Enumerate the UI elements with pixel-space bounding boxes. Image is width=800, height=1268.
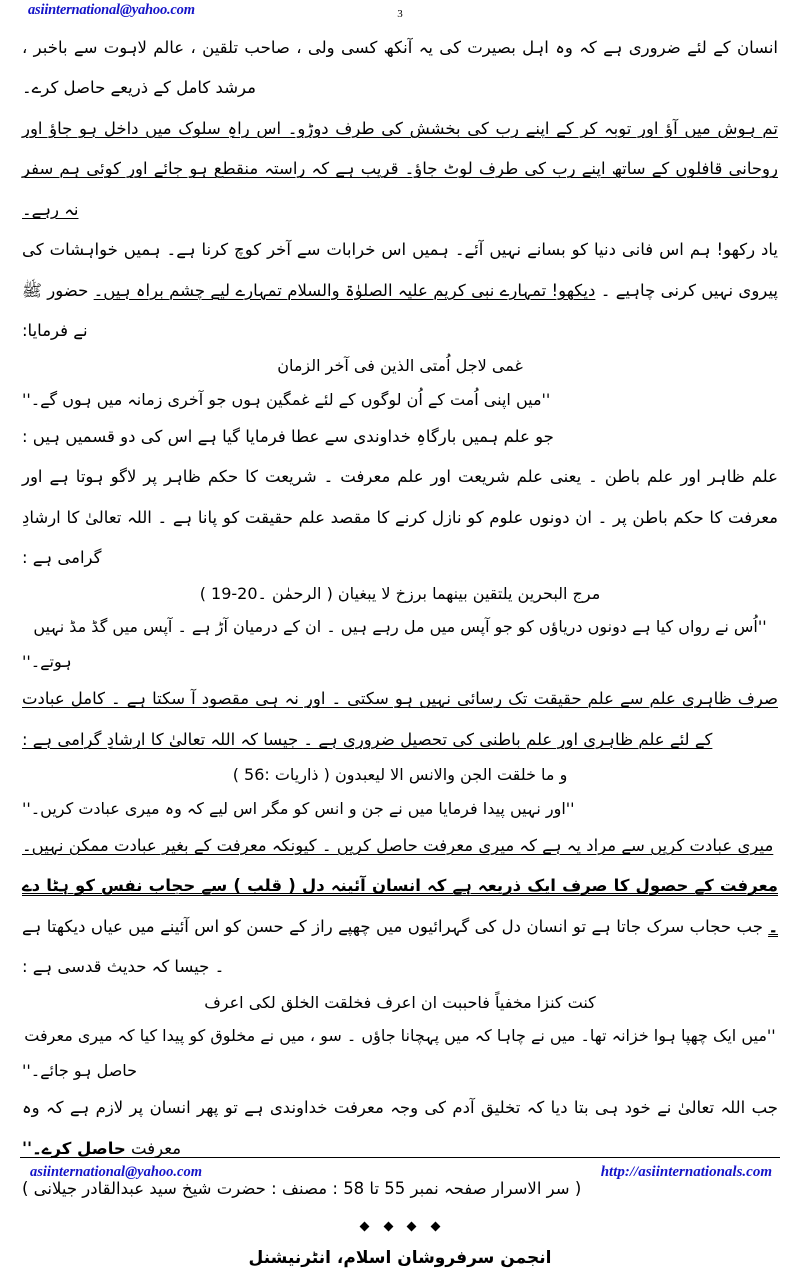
paragraph-3-part-c: حضور ﷺ نے فرمایا: [22, 280, 94, 340]
organisation-name: انجمن سرفروشان اسلام، انٹرنیشنل [248, 1247, 552, 1268]
paragraph-9-bold-tail: حاصل کرے۔'' [22, 1138, 126, 1158]
decorative-divider [22, 1220, 778, 1234]
diamond-bullet-icon [384, 1222, 393, 1231]
page-footer [0, 1162, 800, 1192]
paragraph-1: انسان کے لئے ضروری ہے کہ وہ اہل بصیرت کی یہ آنکھ کسی ولی ، صاحب تلقین ، عالم لاہوت سے باخبر ، مرشد کامل کے ذریعے حاصل کرے۔ [22, 38, 778, 98]
diamond-bullet-icon [407, 1222, 416, 1231]
document-body [22, 28, 778, 1268]
paragraph-3 [22, 230, 778, 351]
quran-2-reference: 56 [244, 765, 265, 785]
quran-2-verse [22, 760, 778, 790]
paragraph-8-tail: جب حجاب سرک جاتا ہے تو انسان دل کی گہرائیوں میں چھپے راز کے حسن کو اس آئینے میں عیاں دیکھتا ہے ۔ جیسا کہ حدیث قدسی ہے : [22, 916, 769, 977]
paragraph-6-underlined: صرف ظاہری علم سے علم حقیقت تک رسائی نہیں ہو سکتی ۔ اور نہ ہی مقصود آ سکتا ہے ۔ کامل عبادت کے لئے علم ظاہری اور علم باطنی کی تحصیل ضروری ہے ۔ [22, 689, 778, 749]
diamond-bullet-icon [360, 1222, 369, 1231]
hadith-1-translation: ''میں اپنی اُمت کے اُن لوگوں کے لئے غمگین ہوں جو آخری زمانہ میں ہوں گے۔'' [22, 389, 551, 409]
page-header [0, 0, 800, 30]
footer-divider [20, 1157, 780, 1158]
paragraph-3-part-a: یاد رکھو! ہم اس فانی دنیا کو بسانے نہیں آئے۔ ہمیں اس خرابات سے آخر کوچ کرنا ہے۔ ہمیں خواہشات کی پیروی نہیں کرنی چاہیے ۔ [22, 240, 778, 300]
paragraph-8 [22, 866, 778, 987]
hadith-1-arabic: غمی لاجل اُمتی الذین فی آخر الزمان [277, 356, 523, 376]
footer-email-link[interactable]: asiinternational@yahoo.com [30, 1164, 202, 1180]
quran-2-close-paren: ) [232, 765, 245, 785]
paragraph-5: علم ظاہر اور علم باطن ۔ یعنی علم شریعت اور علم معرفت ۔ شریعت کا حکم ظاہر پر لاگو ہوتا ہے اور معرفت کا حکم باطن پر ۔ ان دونوں علوم کو نازل کرنے کا مقصد علم حقیقت کو پانا ہے ۔ اللہ تعالیٰ کا ارشادِ گرامی ہے : [22, 467, 778, 568]
footer-website-link[interactable]: http://asiinternationals.com [600, 1164, 772, 1180]
quran-1-close-paren: ) [199, 583, 212, 603]
quran-1-reference: 19-20 [211, 583, 258, 603]
paragraph-6-tail: جیسا کہ اللہ تعالیٰ کا ارشادِ گرامی ہے : [22, 729, 304, 749]
paragraph-7-underlined: میری عبادت کریں سے مراد یہ ہے کہ میری معرفت حاصل کریں ۔ کیونکہ معرفت کے بغیر عبادت ممکن نہیں۔ [22, 835, 774, 855]
paragraph-2-underlined: تم ہوش میں آؤ اور توبہ کر کے اپنے رب کی بخشش کی طرف دوڑو۔ اس راہِ سلوک میں داخل ہو جاؤ اور روحانی قافلوں کے ساتھ اپنے رب کی طرف لوٹ جاؤ۔ قریب ہے کہ راستہ منقطع ہو جائے اور کوئی ہم سفر نہ رہے۔ [22, 118, 778, 219]
quran-1-arabic-text: مرج البحرین یلتقین بینھما برزخ لا یبغیان ( الرحمٰن ۔ [257, 583, 601, 603]
quran-1-translation: ''اُس نے رواں کیا ہے دونوں دریاؤں کو جو آپس میں مل رہے ہیں ۔ ان کے درمیان آڑ ہے ۔ آپس میں گڈ مڈ نہیں ہوتے۔'' [22, 617, 767, 672]
paragraph-3-underlined-part: دیکھو! تمہارے نبی کریم علیہ الصلوٰۃ والسلام تمہارے لیے چشم براہ ہیں۔ [93, 280, 596, 300]
quran-2-translation: ''اور نہیں پیدا فرمایا میں نے جن و انس کو مگر اس لیے کہ وہ میری عبادت کریں۔'' [22, 798, 575, 818]
page-number: 3 [397, 8, 403, 20]
paragraph-4: جو علم ہمیں بارگاہِ خداوندی سے عطا فرمایا گیا ہے اس کی دو قسمیں ہیں : [22, 426, 554, 446]
quran-2-arabic-text: و ما خلقت الجن والانس الا لیعبدون ( ذاریات : [264, 765, 568, 785]
header-email-link[interactable]: asiinternational@yahoo.com [28, 2, 195, 18]
paragraph-9-text: جب اللہ تعالیٰ نے خود ہی بتا دیا کہ تخلیق آدم کی وجہ معرفت خداوندی ہے تو پھر انسان پر لازم ہے کہ وہ معرفت [22, 1098, 778, 1158]
paragraph-8-bold-underlined: معرفت کے حصول کا صرف ایک ذریعہ ہے کہ انسان آئینہ دل ( قلب ) سے حجاب نفس کو ہٹا دے ۔ [22, 876, 778, 936]
diamond-bullet-icon [431, 1222, 440, 1231]
quran-1-verse [22, 579, 778, 609]
paragraph-6 [22, 679, 778, 760]
hadith-2-arabic: کنت کنزا مخفیاً فاحببت ان اعرف فخلقت الخلق لکی اعرف [204, 992, 596, 1012]
source-citation: ( سر الاسرار صفحہ نمبر 55 تا 58 : مصنف : حضرت شیخ سید عبدالقادر جیلانی ) [22, 1179, 582, 1199]
hadith-2-translation: ''میں ایک چھپا ہوا خزانہ تھا۔ میں نے چاہا کہ میں پہچانا جاؤں ۔ سو ، میں نے مخلوق کو پیدا کیا کہ میری معرفت حاصل ہو جائے۔'' [22, 1025, 776, 1081]
